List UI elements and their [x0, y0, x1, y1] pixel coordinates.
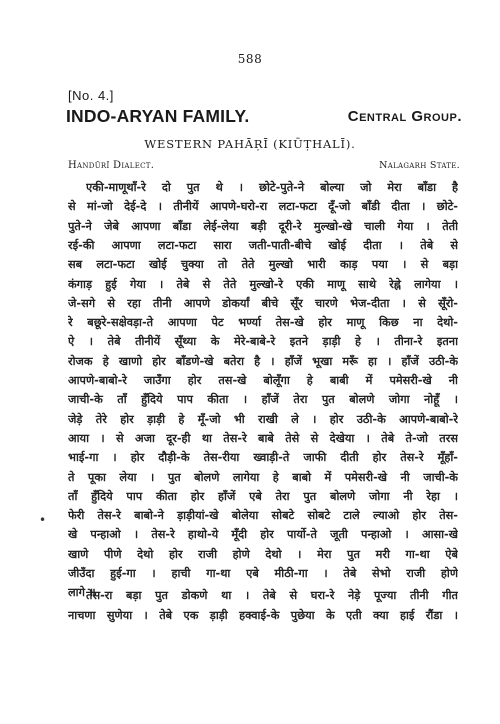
text-line: फेरी तेस-रे बाबो-ने ड़ाड़ीयां-खे बोलेया सोबटे सोबटे टाले ल्याओ होर तेस- [68, 509, 458, 523]
text-line: आया । से अजा दूर-ही था तेस-रे बाबे तेसे से देखेया । तेबे ते-जो तरस [68, 431, 458, 445]
text-line: नाचणा सुणेया । तेबे एक ड़ाड़ी हक्वाई-के पुछेया के एती क्या हाई रौंडा । [68, 609, 458, 622]
text-line: ऐ । तेबे तीनीयें सूँथ्या के मेरे-बाबे-रे इतने ड़ाड़ी हे । तीना-रे इतना [68, 335, 458, 349]
text-line: भाई-गा । होर दौड़ी-के तेस-रीया ख्वाड़ी-ते जाफी दीती होर तेस-रे मूँहाँ- [68, 451, 458, 465]
text-line: रोजक हे खाणो होर बाँडणे-खे बतेरा है । हाँजें भूखा मरूँ हा । हाँजें उठी-के [68, 354, 458, 368]
text-line: रे बछूरे-सक्षेवड़ा-ते आपणा पेट भर्ण्या तेस-खे होर माणू किछ ना देथो- [68, 316, 458, 330]
text-line: आपणे-बाबो-रे जाउँगा होर तस-खे बोलूँगा हे बाबी में पमेसरी-खे नी [68, 374, 458, 387]
text-line: खाणे पीणे देथो होर राजी होणे देथो । मेरा पुत मरी गा-था ऐबे [68, 547, 458, 561]
text-line: सब लटा-फटा खोई चुक्या तो तेते मुल्खो भारी काड़ पया । से बड़ा [68, 258, 458, 272]
text-line: जेड़े तेरे होर ड़ाड़ी हे मूँ-जो भी राखी ले । होर उठी-के आपणे-बाबो-रे [68, 412, 458, 426]
text-line: ताँ हुँदिये पाप कीता होर हाँजें एबे तेरा पुत बोलणे जोगा नी रेहा । [68, 489, 458, 503]
group-title: Central Group. [347, 108, 462, 125]
text-line: ते पूका लेया । पुत बोलणे लागेया हे बाबो में पमेसरी-खे नी जाची-के [68, 470, 458, 484]
text-line: एकी-माणूथाँ-रे दो पुत थे । छोटे-पुते-ने बोल्या जो मेरा बाँडा है [86, 181, 458, 194]
state-label: Nalagarh State. [379, 160, 460, 171]
text-line: पुते-ने जेबे आपणा बाँडा लेई-लेया बड़ी दूरी-रे मुल्खो-खे चाली गेया । तेती [68, 219, 458, 233]
text-line: तेस-रा बड़ा पुत डोकणे था । तेबे से घरा-रे नेड़े पूज्या तीनी गीत [86, 589, 458, 602]
text-line: कंगाड़ हुई गेया । तेबे से तेते मुल्खो-रे एकी माणू साथे रेह्ने लागेया । [68, 277, 458, 291]
text-line: से मां-जो देई-दे । तीनीयें आपणे-घरो-रा लटा-फटा दूँ-जो बाँडी दीता । छोटे- [68, 200, 458, 214]
text-line: जाची-के ताँ हुँदिये पाप कीता । हाँजें तेरा पुत बोलणे जोगा नोहूँ । [68, 393, 458, 407]
family-title: INDO-ARYAN FAMILY. [66, 106, 250, 126]
margin-mark: • [39, 513, 47, 527]
dialect-label: Handūrī Dialect. [68, 160, 155, 171]
language-subtitle: WESTERN PAHĀṚĪ (KIŪṬHALĪ). [144, 137, 356, 151]
text-line: जे-सगे से रहा तीनी आपणे डोकर्यां बीचे सूँर चारणे भेज-दीता । से सूँरो- [68, 296, 458, 310]
text-line: खे पन्हाओ । तेस-रे हाथो-ये मूँदी होर पार्यो-ते जूती पन्हाओ । आसा-खे [68, 528, 458, 542]
text-line: जीउँदा हुई-गा । हाची गा-था एबे मीठी-गा । तेबे सेभो राजी होणे [68, 567, 458, 580]
text-line: लागे ॥ [68, 586, 96, 600]
page-number: 588 [237, 52, 263, 66]
specimen-number: [No. 4.] [68, 88, 114, 103]
text-line: रई-की आपणा लटा-फटा सारा जती-पाती-बीचे खोई दीता । तेबे से [68, 238, 458, 252]
